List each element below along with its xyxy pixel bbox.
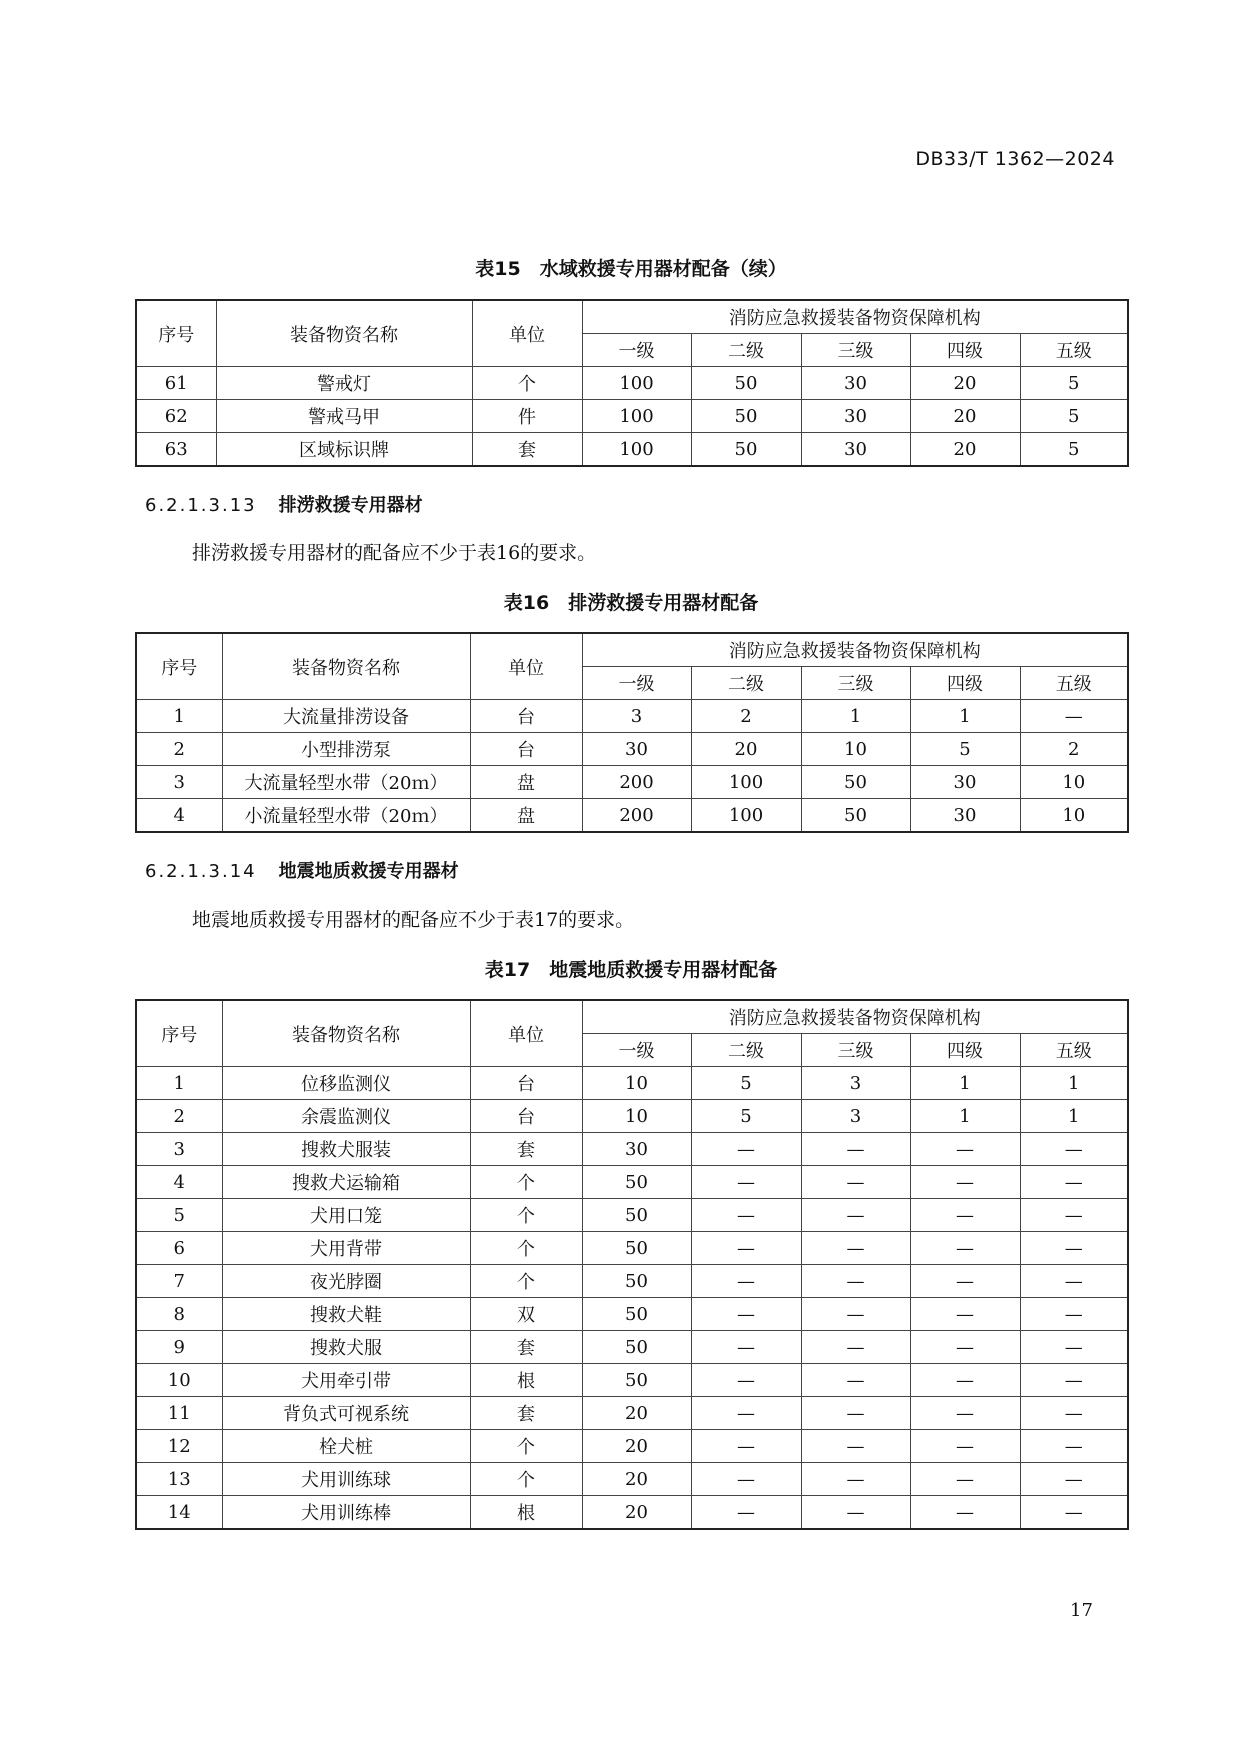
section-13-heading: [145, 491, 423, 517]
header-level-5: 五级: [1020, 1034, 1128, 1067]
seq-cell: 1: [136, 1067, 222, 1100]
level-4-cell: 30: [910, 799, 1020, 833]
name-cell: 夜光脖圈: [222, 1265, 470, 1298]
name-cell: 小型排涝泵: [222, 733, 470, 766]
level-2-cell: —: [691, 1166, 801, 1199]
unit-cell: 台: [470, 1067, 582, 1100]
level-1-cell: 100: [582, 433, 691, 467]
level-1-cell: 30: [582, 733, 691, 766]
level-4-cell: 20: [910, 400, 1020, 433]
header-unit: 单位: [470, 633, 582, 700]
unit-cell: 盘: [470, 766, 582, 799]
table16-title: 表16 排涝救援专用器材配备: [503, 592, 759, 614]
level-2-cell: 50: [691, 433, 801, 467]
name-cell: 犬用训练棒: [222, 1496, 470, 1530]
level-5-cell: —: [1020, 1166, 1128, 1199]
level-3-cell: —: [801, 1397, 910, 1430]
seq-cell: 13: [136, 1463, 222, 1496]
seq-cell: 62: [136, 400, 216, 433]
level-5-cell: 10: [1020, 766, 1128, 799]
level-2-cell: —: [691, 1199, 801, 1232]
level-2-cell: —: [691, 1397, 801, 1430]
section-14-text: 地震地质救援专用器材的配备应不少于表17的要求。: [192, 909, 635, 931]
table-row: [136, 367, 1128, 400]
level-5-cell: —: [1020, 1331, 1128, 1364]
level-5-cell: 5: [1020, 433, 1128, 467]
level-5-cell: 1: [1020, 1100, 1128, 1133]
level-1-cell: 30: [582, 1133, 691, 1166]
level-2-cell: 100: [691, 799, 801, 833]
level-4-cell: —: [910, 1331, 1020, 1364]
unit-cell: 根: [470, 1364, 582, 1397]
header-name: 装备物资名称: [216, 300, 472, 367]
header-name: 装备物资名称: [222, 1000, 470, 1067]
level-2-cell: 2: [691, 700, 801, 733]
table-row: [136, 1133, 1128, 1166]
header-level-2: 二级: [691, 334, 801, 367]
level-5-cell: —: [1020, 1265, 1128, 1298]
level-1-cell: 100: [582, 400, 691, 433]
level-3-cell: —: [801, 1496, 910, 1530]
level-4-cell: —: [910, 1364, 1020, 1397]
header-name: 装备物资名称: [222, 633, 470, 700]
table15: [135, 299, 1129, 467]
level-4-cell: 1: [910, 1100, 1020, 1133]
level-1-cell: 20: [582, 1463, 691, 1496]
table-row: [136, 1067, 1128, 1100]
level-3-cell: 30: [801, 433, 910, 467]
seq-cell: 7: [136, 1265, 222, 1298]
header-level-1: 一级: [582, 1034, 691, 1067]
level-2-cell: —: [691, 1364, 801, 1397]
level-2-cell: —: [691, 1133, 801, 1166]
seq-cell: 63: [136, 433, 216, 467]
table-row: [136, 799, 1128, 833]
level-2-cell: —: [691, 1265, 801, 1298]
table-header: [136, 1000, 1128, 1067]
level-3-cell: 50: [801, 766, 910, 799]
seq-cell: 4: [136, 1166, 222, 1199]
level-1-cell: 200: [582, 799, 691, 833]
level-5-cell: —: [1020, 1199, 1128, 1232]
name-cell: 犬用背带: [222, 1232, 470, 1265]
level-1-cell: 50: [582, 1199, 691, 1232]
level-4-cell: 1: [910, 1067, 1020, 1100]
level-1-cell: 50: [582, 1232, 691, 1265]
table16: [135, 632, 1129, 833]
section-13-text: 排涝救援专用器材的配备应不少于表16的要求。: [192, 542, 597, 564]
level-1-cell: 3: [582, 700, 691, 733]
unit-cell: 个: [470, 1430, 582, 1463]
table17-title: 表17 地震地质救援专用器材配备: [484, 959, 778, 981]
header-level-2: 二级: [691, 1034, 801, 1067]
level-3-cell: —: [801, 1166, 910, 1199]
level-3-cell: —: [801, 1331, 910, 1364]
header-org: 消防应急救援装备物资保障机构: [582, 300, 1128, 334]
table-row: [136, 1364, 1128, 1397]
level-2-cell: 20: [691, 733, 801, 766]
document-code: DB33/T 1362—2024: [915, 148, 1115, 170]
header-level-5: 五级: [1020, 667, 1128, 700]
table-row: [136, 1298, 1128, 1331]
section-13-title: 排涝救援专用器材: [278, 495, 423, 516]
name-cell: 大流量排涝设备: [222, 700, 470, 733]
level-4-cell: —: [910, 1265, 1020, 1298]
header-level-2: 二级: [691, 667, 801, 700]
level-5-cell: 5: [1020, 400, 1128, 433]
level-2-cell: —: [691, 1463, 801, 1496]
level-5-cell: —: [1020, 1496, 1128, 1530]
level-3-cell: —: [801, 1298, 910, 1331]
seq-cell: 5: [136, 1199, 222, 1232]
level-3-cell: —: [801, 1430, 910, 1463]
name-cell: 犬用训练球: [222, 1463, 470, 1496]
table-row: [136, 1199, 1128, 1232]
level-3-cell: 30: [801, 400, 910, 433]
unit-cell: 个: [470, 1265, 582, 1298]
header-level-4: 四级: [910, 334, 1020, 367]
level-3-cell: —: [801, 1364, 910, 1397]
table-row: [136, 1331, 1128, 1364]
table-header: [136, 300, 1128, 367]
name-cell: 警戒灯: [216, 367, 472, 400]
table-row: [136, 766, 1128, 799]
header-level-4: 四级: [910, 667, 1020, 700]
level-4-cell: 5: [910, 733, 1020, 766]
unit-cell: 台: [470, 733, 582, 766]
table-row: [136, 1463, 1128, 1496]
level-3-cell: —: [801, 1199, 910, 1232]
name-cell: 搜救犬服装: [222, 1133, 470, 1166]
level-1-cell: 10: [582, 1067, 691, 1100]
level-5-cell: —: [1020, 1397, 1128, 1430]
level-1-cell: 50: [582, 1331, 691, 1364]
seq-cell: 10: [136, 1364, 222, 1397]
level-5-cell: 1: [1020, 1067, 1128, 1100]
name-cell: 搜救犬鞋: [222, 1298, 470, 1331]
name-cell: 搜救犬服: [222, 1331, 470, 1364]
header-seq: 序号: [136, 300, 216, 367]
header-unit: 单位: [470, 1000, 582, 1067]
table-row: [136, 1100, 1128, 1133]
section-14-heading: [145, 857, 459, 883]
header-level-3: 三级: [801, 667, 910, 700]
section-13-number: 6.2.1.3.13: [145, 495, 257, 516]
unit-cell: 套: [470, 1331, 582, 1364]
level-1-cell: 50: [582, 1166, 691, 1199]
level-4-cell: 1: [910, 700, 1020, 733]
seq-cell: 8: [136, 1298, 222, 1331]
seq-cell: 9: [136, 1331, 222, 1364]
level-4-cell: —: [910, 1166, 1020, 1199]
level-4-cell: —: [910, 1199, 1020, 1232]
table-row: [136, 1430, 1128, 1463]
level-2-cell: —: [691, 1430, 801, 1463]
table-row: [136, 1232, 1128, 1265]
header-level-1: 一级: [582, 334, 691, 367]
level-4-cell: —: [910, 1133, 1020, 1166]
unit-cell: 台: [470, 700, 582, 733]
level-4-cell: —: [910, 1496, 1020, 1530]
name-cell: 犬用口笼: [222, 1199, 470, 1232]
level-5-cell: 2: [1020, 733, 1128, 766]
level-5-cell: —: [1020, 700, 1128, 733]
header-unit: 单位: [472, 300, 582, 367]
level-3-cell: 3: [801, 1067, 910, 1100]
level-5-cell: —: [1020, 1463, 1128, 1496]
unit-cell: 个: [470, 1166, 582, 1199]
level-3-cell: —: [801, 1265, 910, 1298]
level-1-cell: 20: [582, 1397, 691, 1430]
table-row: [136, 1265, 1128, 1298]
table17: [135, 999, 1129, 1530]
name-cell: 犬用牵引带: [222, 1364, 470, 1397]
header-org: 消防应急救援装备物资保障机构: [582, 633, 1128, 667]
level-4-cell: 30: [910, 766, 1020, 799]
header-level-3: 三级: [801, 334, 910, 367]
table15-title: 表15 水域救援专用器材配备（续）: [475, 258, 787, 280]
level-4-cell: —: [910, 1463, 1020, 1496]
level-3-cell: —: [801, 1232, 910, 1265]
level-1-cell: 10: [582, 1100, 691, 1133]
level-2-cell: 5: [691, 1100, 801, 1133]
table-header: [136, 633, 1128, 700]
seq-cell: 6: [136, 1232, 222, 1265]
header-level-5: 五级: [1020, 334, 1128, 367]
level-5-cell: 10: [1020, 799, 1128, 833]
name-cell: 大流量轻型水带（20ｍ）: [222, 766, 470, 799]
level-4-cell: 20: [910, 367, 1020, 400]
level-4-cell: —: [910, 1298, 1020, 1331]
level-3-cell: 10: [801, 733, 910, 766]
level-2-cell: 50: [691, 367, 801, 400]
level-3-cell: 30: [801, 367, 910, 400]
level-2-cell: —: [691, 1232, 801, 1265]
table-body: [136, 1067, 1128, 1530]
seq-cell: 61: [136, 367, 216, 400]
level-5-cell: —: [1020, 1298, 1128, 1331]
header-seq: 序号: [136, 633, 222, 700]
section-14-title: 地震地质救援专用器材: [278, 861, 459, 882]
name-cell: 余震监测仪: [222, 1100, 470, 1133]
header-level-4: 四级: [910, 1034, 1020, 1067]
name-cell: 区域标识牌: [216, 433, 472, 467]
unit-cell: 套: [470, 1397, 582, 1430]
seq-cell: 14: [136, 1496, 222, 1530]
unit-cell: 个: [472, 367, 582, 400]
unit-cell: 个: [470, 1232, 582, 1265]
table-body: [136, 700, 1128, 833]
unit-cell: 台: [470, 1100, 582, 1133]
header-level-1: 一级: [582, 667, 691, 700]
unit-cell: 个: [470, 1463, 582, 1496]
seq-cell: 11: [136, 1397, 222, 1430]
level-2-cell: —: [691, 1331, 801, 1364]
unit-cell: 套: [470, 1133, 582, 1166]
unit-cell: 根: [470, 1496, 582, 1530]
level-1-cell: 50: [582, 1265, 691, 1298]
name-cell: 位移监测仪: [222, 1067, 470, 1100]
level-3-cell: 50: [801, 799, 910, 833]
level-2-cell: 5: [691, 1067, 801, 1100]
seq-cell: 3: [136, 766, 222, 799]
level-1-cell: 100: [582, 367, 691, 400]
level-3-cell: —: [801, 1133, 910, 1166]
header-level-3: 三级: [801, 1034, 910, 1067]
level-2-cell: 100: [691, 766, 801, 799]
level-1-cell: 50: [582, 1364, 691, 1397]
level-2-cell: 50: [691, 400, 801, 433]
header-org: 消防应急救援装备物资保障机构: [582, 1000, 1128, 1034]
name-cell: 背负式可视系统: [222, 1397, 470, 1430]
level-4-cell: 20: [910, 433, 1020, 467]
seq-cell: 3: [136, 1133, 222, 1166]
level-3-cell: 1: [801, 700, 910, 733]
name-cell: 警戒马甲: [216, 400, 472, 433]
header-seq: 序号: [136, 1000, 222, 1067]
unit-cell: 盘: [470, 799, 582, 833]
level-1-cell: 200: [582, 766, 691, 799]
seq-cell: 2: [136, 733, 222, 766]
seq-cell: 2: [136, 1100, 222, 1133]
level-5-cell: 5: [1020, 367, 1128, 400]
table-row: [136, 400, 1128, 433]
unit-cell: 个: [470, 1199, 582, 1232]
name-cell: 小流量轻型水带（20ｍ）: [222, 799, 470, 833]
level-3-cell: —: [801, 1463, 910, 1496]
level-4-cell: —: [910, 1397, 1020, 1430]
seq-cell: 4: [136, 799, 222, 833]
unit-cell: 套: [472, 433, 582, 467]
level-5-cell: —: [1020, 1133, 1128, 1166]
level-4-cell: —: [910, 1430, 1020, 1463]
table-body: [136, 367, 1128, 467]
table-row: [136, 1496, 1128, 1530]
page-number: 17: [1070, 1600, 1093, 1621]
seq-cell: 12: [136, 1430, 222, 1463]
level-5-cell: —: [1020, 1232, 1128, 1265]
table-row: [136, 700, 1128, 733]
level-1-cell: 20: [582, 1430, 691, 1463]
unit-cell: 件: [472, 400, 582, 433]
table-row: [136, 433, 1128, 467]
table-row: [136, 1397, 1128, 1430]
level-4-cell: —: [910, 1232, 1020, 1265]
level-2-cell: —: [691, 1298, 801, 1331]
seq-cell: 1: [136, 700, 222, 733]
table-row: [136, 733, 1128, 766]
level-3-cell: 3: [801, 1100, 910, 1133]
level-1-cell: 50: [582, 1298, 691, 1331]
level-5-cell: —: [1020, 1364, 1128, 1397]
level-2-cell: —: [691, 1496, 801, 1530]
table-row: [136, 1166, 1128, 1199]
name-cell: 栓犬桩: [222, 1430, 470, 1463]
name-cell: 搜救犬运输箱: [222, 1166, 470, 1199]
level-5-cell: —: [1020, 1430, 1128, 1463]
unit-cell: 双: [470, 1298, 582, 1331]
level-1-cell: 20: [582, 1496, 691, 1530]
section-14-number: 6.2.1.3.14: [145, 861, 257, 882]
